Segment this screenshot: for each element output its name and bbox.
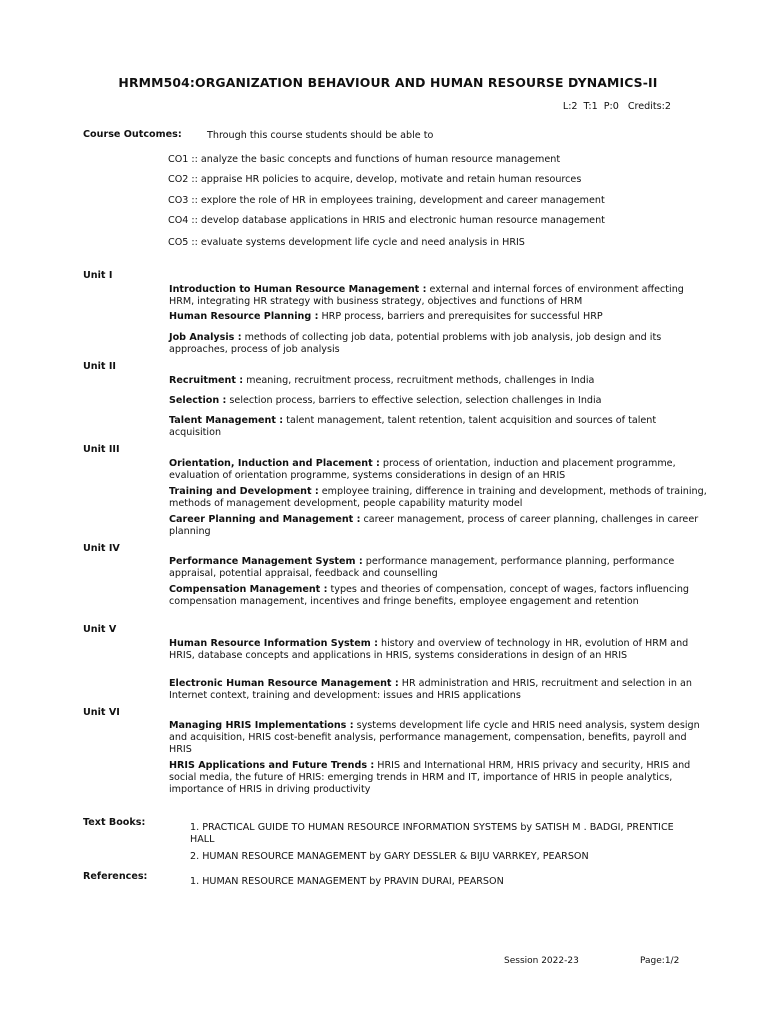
- topic-text: HR administration and HRIS, recruitment and selection in an Internet context, training and development: issues and HRIS applications: [169, 678, 692, 701]
- topic-text: employee training, difference in training and development, methods of training, methods of management development, people capability maturity model: [169, 486, 707, 509]
- topic-heading: Human Resource Information System :: [169, 638, 378, 649]
- topic-heading: Recruitment :: [169, 375, 244, 386]
- session-label: Session 2022-23: [504, 956, 579, 966]
- topic-text: process of orientation, induction and placement programme, evaluation of orientation programme, systems considerations in design of an HRIS: [169, 458, 676, 481]
- course-outcome-2: CO2 :: appraise HR policies to acquire, develop, motivate and retain human resources: [168, 174, 582, 185]
- course-outcomes-intro: Through this course students should be able to: [207, 130, 434, 141]
- ltp-credits: [563, 101, 671, 113]
- unit-label: Unit II: [83, 361, 116, 372]
- topic-text: talent management, talent retention, talent acquisition and sources of talent acquisition: [169, 415, 657, 438]
- topic-text: systems development life cycle and HRIS need analysis, system design and acquisition, HRIS cost-benefit analysis, performance management, compensation, benefits, payroll and HRIS: [169, 720, 700, 755]
- topic-heading: Performance Management System :: [169, 556, 363, 567]
- unit-topic: [169, 486, 709, 510]
- credits: Credits:2: [627, 101, 671, 112]
- topic-text: meaning, recruitment process, recruitment methods, challenges in India: [243, 375, 595, 386]
- topic-text: selection process, barriers to effective selection, selection challenges in India: [226, 395, 602, 406]
- unit-topic: [169, 514, 709, 538]
- text-book-item: 1. PRACTICAL GUIDE TO HUMAN RESOURCE INFORMATION SYSTEMS by SATISH M . BADGI, PRENTICE HALL: [190, 822, 674, 845]
- unit-topic: [169, 458, 709, 482]
- topic-text: career management, process of career planning, challenges in career planning: [169, 514, 699, 537]
- unit-label: Unit I: [83, 270, 113, 281]
- course-outcome-4: CO4 :: develop database applications in HRIS and electronic human resource management: [168, 215, 605, 226]
- topic-text: HRP process, barriers and prerequisites for successful HRP: [318, 311, 603, 322]
- topic-heading: Career Planning and Management :: [169, 514, 361, 525]
- topic-heading: Electronic Human Resource Management :: [169, 678, 399, 689]
- course-outcome-5: CO5 :: evaluate systems development life cycle and need analysis in HRIS: [168, 237, 525, 248]
- unit-topic: [169, 720, 709, 756]
- unit-topic: [169, 556, 709, 580]
- course-outcome-3: CO3 :: explore the role of HR in employees training, development and career management: [168, 195, 605, 206]
- topic-heading: Selection :: [169, 395, 227, 406]
- unit-topic: [169, 415, 709, 439]
- topic-heading: Human Resource Planning :: [169, 311, 319, 322]
- topic-heading: Orientation, Induction and Placement :: [169, 458, 380, 469]
- unit-label: Unit V: [83, 624, 117, 635]
- unit-topic: [169, 678, 709, 702]
- topic-heading: Talent Management :: [169, 415, 284, 426]
- topic-heading: HRIS Applications and Future Trends :: [169, 760, 375, 771]
- topic-text: external and internal forces of environment affecting HRM, integrating HR strategy with business strategy, objectives and functions of HRM: [169, 284, 684, 307]
- topic-heading: Job Analysis :: [169, 332, 242, 343]
- lecture-hours: L:2: [562, 101, 578, 112]
- unit-topic: [169, 311, 709, 323]
- topic-text: performance management, performance planning, performance appraisal, potential appraisal, feedback and counselling: [169, 556, 675, 579]
- unit-label: Unit III: [83, 444, 120, 455]
- topic-text: HRIS and International HRM, HRIS privacy and security, HRIS and social media, the future of HRIS: emerging trends in HRM and IT, importance of HRIS in people analytics, importance of HRIS in driving productivity: [169, 760, 691, 795]
- unit-topic: [169, 284, 709, 308]
- unit-topic: [169, 332, 709, 356]
- unit-topic: [169, 584, 709, 608]
- topic-heading: Managing HRIS Implementations :: [169, 720, 354, 731]
- topic-heading: Training and Development :: [169, 486, 319, 497]
- course-title: HRMM504:ORGANIZATION BEHAVIOUR AND HUMAN RESOURSE DYNAMICS-II: [118, 75, 658, 90]
- page-number: Page:1/2: [640, 956, 680, 966]
- topic-heading: Compensation Management :: [169, 584, 328, 595]
- unit-topic: [169, 395, 709, 407]
- unit-topic: [169, 375, 709, 387]
- topic-text: history and overview of technology in HR, evolution of HRM and HRIS, database concepts and applications in HRIS, systems considerations in design of an HRIS: [169, 638, 689, 661]
- topic-text: types and theories of compensation, concept of wages, factors influencing compensation management, incentives and fringe benefits, employee engagement and retention: [169, 584, 689, 607]
- course-outcome-1: CO1 :: analyze the basic concepts and functions of human resource management: [168, 154, 561, 165]
- text-books-label: Text Books:: [83, 817, 146, 828]
- unit-topic: [169, 760, 709, 796]
- references-label: References:: [83, 871, 148, 882]
- unit-label: Unit IV: [83, 543, 120, 554]
- practical-hours: P:0: [603, 101, 619, 112]
- unit-topic: [169, 638, 709, 662]
- topic-text: methods of collecting job data, potential problems with job analysis, job design and its approaches, process of job analysis: [169, 332, 662, 355]
- tutorial-hours: T:1: [583, 101, 598, 112]
- reference-item: 1. HUMAN RESOURCE MANAGEMENT by PRAVIN DURAI, PEARSON: [190, 876, 504, 887]
- course-outcomes-label: Course Outcomes:: [83, 129, 182, 140]
- unit-label: Unit VI: [83, 707, 120, 718]
- topic-heading: Introduction to Human Resource Management :: [169, 284, 427, 295]
- text-book-item: 2. HUMAN RESOURCE MANAGEMENT by GARY DESSLER & BIJU VARRKEY, PEARSON: [190, 851, 589, 862]
